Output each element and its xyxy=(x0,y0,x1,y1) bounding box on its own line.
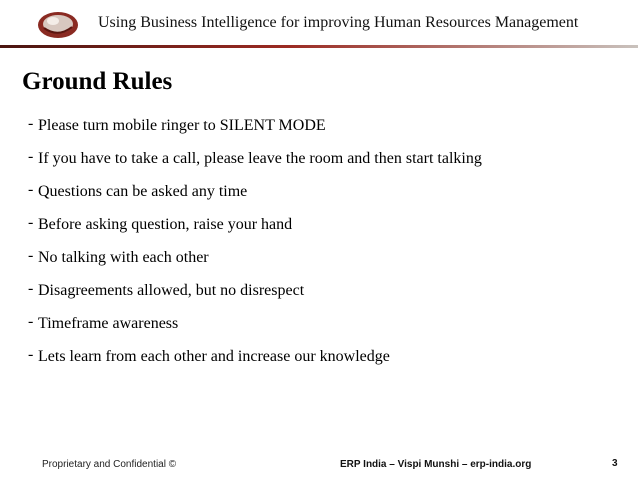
rule-item xyxy=(28,150,482,183)
slide-title: Ground Rules xyxy=(22,68,173,95)
rule-item xyxy=(28,315,482,348)
bullet-dash: - xyxy=(28,148,34,165)
rule-item xyxy=(28,249,482,282)
footer-confidential: Proprietary and Confidential © xyxy=(42,459,177,470)
page-number: 3 xyxy=(612,458,618,469)
rule-text: Timeframe awareness xyxy=(38,315,179,332)
rule-item xyxy=(28,117,482,150)
rule-text: Please turn mobile ringer to SILENT MODE xyxy=(38,117,326,134)
rule-text: Lets learn from each other and increase our knowledge xyxy=(38,348,390,365)
rule-text: No talking with each other xyxy=(38,249,209,266)
rule-text: Disagreements allowed, but no disrespect xyxy=(38,282,305,299)
rule-text: If you have to take a call, please leave the room and then start talking xyxy=(38,150,482,167)
bullet-dash: - xyxy=(28,247,34,264)
bullet-dash: - xyxy=(28,115,34,132)
rule-item xyxy=(28,282,482,315)
rule-item xyxy=(28,216,482,249)
rule-item xyxy=(28,183,482,216)
header-title: Using Business Intelligence for improving Human Resources Management xyxy=(98,14,579,31)
rule-text: Questions can be asked any time xyxy=(38,183,248,200)
header-divider xyxy=(0,45,638,48)
rule-item xyxy=(28,348,482,381)
ground-rules-list xyxy=(28,117,482,381)
bullet-dash: - xyxy=(28,313,34,330)
bullet-dash: - xyxy=(28,280,34,297)
slide-header xyxy=(0,0,638,50)
bullet-dash: - xyxy=(28,181,34,198)
rule-text: Before asking question, raise your hand xyxy=(38,216,293,233)
footer-attribution: ERP India – Vispi Munshi – erp-india.org xyxy=(340,459,532,470)
bullet-dash: - xyxy=(28,346,34,363)
bullet-dash: - xyxy=(28,214,34,231)
company-logo xyxy=(36,10,80,40)
